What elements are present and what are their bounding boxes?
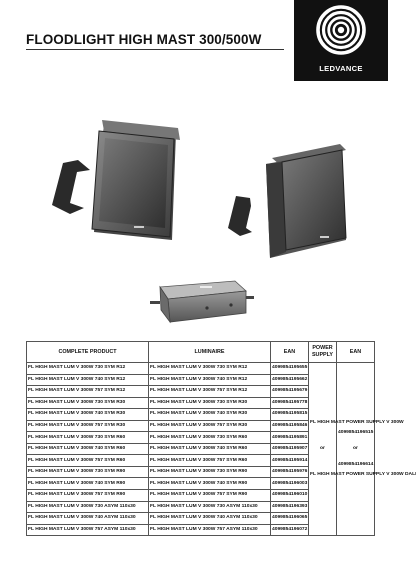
luminaire-cell: FL HIGH MAST LUM V 300W 740 SYM R30	[149, 409, 271, 421]
table-row	[27, 363, 375, 375]
product-cell: FL HIGH MAST LUM V 300W 740 SYM R60	[27, 443, 149, 455]
product-cell: FL HIGH MAST LUM V 300W 757 SYM R90	[27, 490, 149, 502]
product-cell: FL HIGH MAST LUM V 300W 757 SYM R60	[27, 455, 149, 467]
ean-cell: 4099854195914	[271, 455, 309, 467]
ean-cell: 4099854195655	[271, 363, 309, 375]
col-header-power-supply: POWER SUPPLY	[309, 342, 337, 363]
table-header-row	[27, 342, 375, 363]
ean-cell: 4099854195662	[271, 374, 309, 386]
ean-cell: 4099854195846	[271, 420, 309, 432]
product-cell: FL HIGH MAST LUM V 300W 740 ASYM 110x30	[27, 513, 149, 525]
product-images	[0, 100, 400, 330]
luminaire-cell: FL HIGH MAST LUM V 300W 730 ASYM 110x30	[149, 501, 271, 513]
col-header-ean-power-supply: EAN	[337, 342, 375, 363]
product-cell: FL HIGH MAST LUM V 300W 740 SYM R30	[27, 409, 149, 421]
luminaire-cell: FL HIGH MAST LUM V 300W 730 SYM R90	[149, 466, 271, 478]
ledvance-logo	[294, 0, 388, 81]
luminaire-cell: FL HIGH MAST LUM V 300W 757 SYM R60	[149, 455, 271, 467]
luminaire-cell: FL HIGH MAST LUM V 300W 730 SYM R60	[149, 432, 271, 444]
col-header-ean: EAN	[271, 342, 309, 363]
power-supply-1: FL HIGH MAST POWER SUPPLY V 300W	[310, 420, 404, 426]
product-cell: FL HIGH MAST LUM V 300W 740 SYM R90	[27, 478, 149, 490]
col-header-luminaire: LUMINAIRE	[149, 342, 271, 363]
luminaire-cell: FL HIGH MAST LUM V 300W 757 SYM R12	[149, 386, 271, 398]
product-table	[26, 341, 416, 536]
ean-cell: 4099854195815	[271, 409, 309, 421]
product-cell: FL HIGH MAST LUM V 300W 740 SYM R12	[27, 374, 149, 386]
ean-cell: 4099854196072	[271, 524, 309, 536]
product-cell: FL HIGH MAST LUM V 300W 757 SYM R30	[27, 420, 149, 432]
power-supply-ean-1: 4099854196515	[338, 430, 374, 436]
luminaire-cell: FL HIGH MAST LUM V 300W 757 SYM R30	[149, 420, 271, 432]
product-cell: FL HIGH MAST LUM V 300W 730 SYM R60	[27, 432, 149, 444]
luminaire-cell: FL HIGH MAST LUM V 300W 730 SYM R12	[149, 363, 271, 375]
luminaire-cell: FL HIGH MAST LUM V 300W 740 SYM R90	[149, 478, 271, 490]
brand-name: LEDVANCE	[319, 64, 363, 73]
power-supply-2: FL HIGH MAST POWER SUPPLY V 300W DALI	[310, 472, 416, 478]
power-supply-ean-or: or	[353, 446, 358, 452]
product-cell: FL HIGH MAST LUM V 300W 730 SYM R90	[27, 466, 149, 478]
product-cell: FL HIGH MAST LUM V 300W 730 SYM R12	[27, 363, 149, 375]
ean-cell: 4099854195907	[271, 443, 309, 455]
luminaire-cell: FL HIGH MAST LUM V 300W 757 ASYM 110x30	[149, 524, 271, 536]
power-supply-ean-cell	[337, 363, 375, 536]
product-cell: FL HIGH MAST LUM V 300W 730 ASYM 110x30	[27, 501, 149, 513]
power-supply-or: or	[320, 446, 325, 452]
ean-cell: 4099854195679	[271, 386, 309, 398]
col-header-complete-product: COMPLETE PRODUCT	[27, 342, 149, 363]
luminaire-cell: FL HIGH MAST LUM V 300W 757 SYM R90	[149, 490, 271, 502]
power-supply-icon	[150, 281, 254, 322]
luminaire-cell: FL HIGH MAST LUM V 300W 730 SYM R30	[149, 397, 271, 409]
ean-cell: 4099854195976	[271, 466, 309, 478]
floodlight-angled-icon	[228, 144, 346, 258]
title-rule	[26, 49, 284, 50]
ean-cell: 4099854196003	[271, 478, 309, 490]
product-cell: FL HIGH MAST LUM V 300W 730 SYM R30	[27, 397, 149, 409]
power-supply-ean-2: 4099854196614	[338, 462, 374, 468]
page-title: FLOODLIGHT HIGH MAST 300/500W	[26, 32, 262, 47]
product-cell: FL HIGH MAST LUM V 300W 757 ASYM 110x30	[27, 524, 149, 536]
floodlight-front-icon	[52, 120, 180, 240]
luminaire-cell: FL HIGH MAST LUM V 300W 740 SYM R12	[149, 374, 271, 386]
ean-cell: 4099854196010	[271, 490, 309, 502]
product-cell: FL HIGH MAST LUM V 300W 757 SYM R12	[27, 386, 149, 398]
ean-cell: 4099854195891	[271, 432, 309, 444]
ean-cell: 4099854196065	[271, 513, 309, 525]
ean-cell: 4099854196393	[271, 501, 309, 513]
ean-cell: 4099854195778	[271, 397, 309, 409]
luminaire-cell: FL HIGH MAST LUM V 300W 740 ASYM 110x30	[149, 513, 271, 525]
luminaire-cell: FL HIGH MAST LUM V 300W 740 SYM R60	[149, 443, 271, 455]
